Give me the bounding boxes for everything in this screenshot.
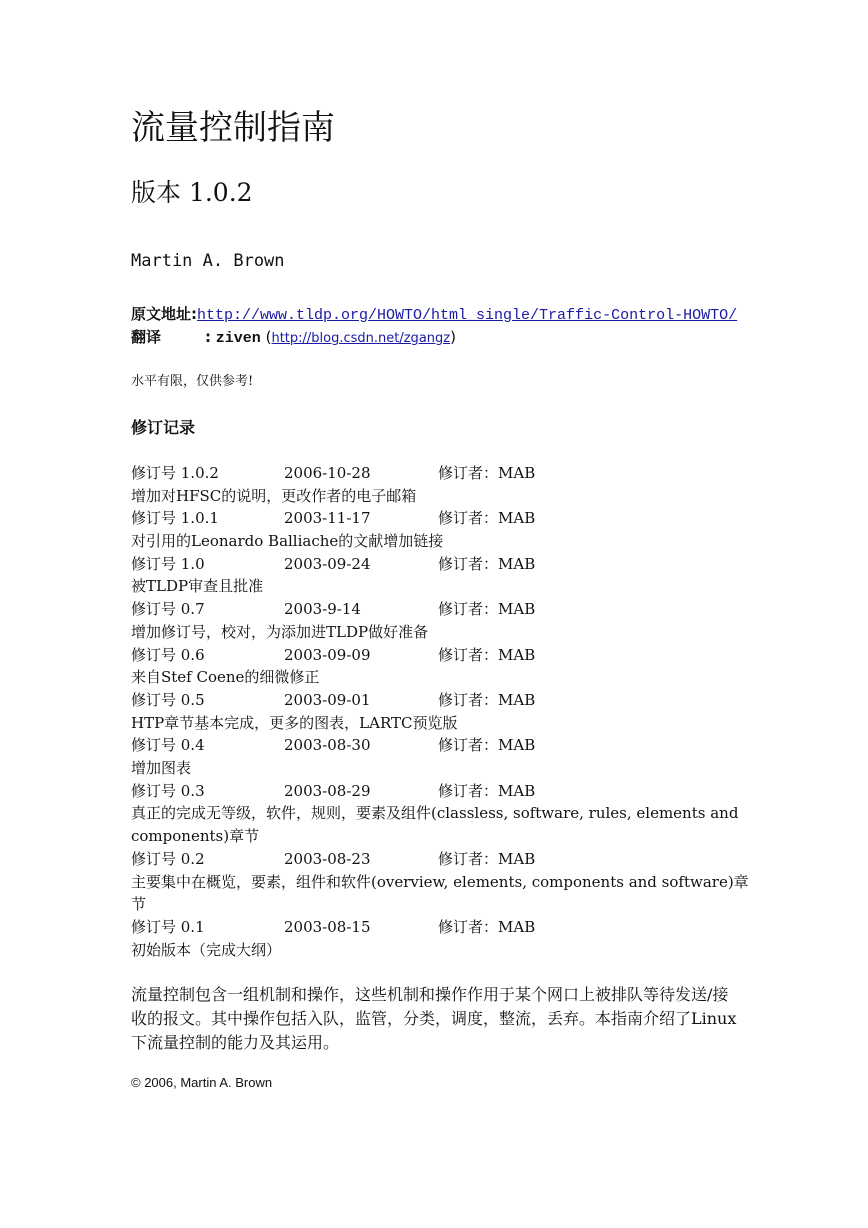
revision-date: 2003-11-17 [284,509,371,528]
revision-description: 主要集中在概览，要素，组件和软件(overview, elements, components and software)章节 [131,872,749,914]
revision-author: 修订者：MAB [438,645,536,664]
translator-line [131,326,456,350]
revision-date: 2003-9-14 [284,600,361,619]
revision-date: 2003-09-24 [284,554,371,573]
revision-description: 初始版本（完成大纲） [131,940,282,959]
revision-number: 修订号 0.7 [131,600,205,619]
revision-number: 修订号 0.3 [131,781,205,800]
translator-paren-close: ) [450,328,456,346]
revision-author: 修订者：MAB [438,781,536,800]
revision-row [131,848,751,871]
revision-row [131,689,751,712]
revision-date: 2003-08-15 [284,917,371,936]
revision-description: 真正的完成无等级，软件，规则，要素及组件(classless, software, rules, elements and components)章节 [131,804,739,846]
revision-row [131,916,751,939]
copyright-notice: © 2006, Martin A. Brown [131,1075,273,1090]
revision-date: 2006-10-28 [284,464,371,482]
revision-date: 2003-08-30 [284,736,371,755]
revision-description: 增加修订号，校对，为添加进TLDP做好准备 [131,622,429,641]
revision-description: 增加对HFSC的说明，更改作者的电子邮箱 [131,486,417,505]
revision-row [131,462,751,485]
document-title: 流量控制指南 [131,108,335,148]
revision-date: 2003-08-29 [284,781,371,800]
document-author: Martin A. Brown [131,251,285,271]
revision-number: 修订号 0.6 [131,645,205,664]
revision-number: 修订号 0.1 [131,917,205,936]
revision-number: 修订号 0.4 [131,736,205,755]
revision-row [131,734,751,757]
revision-row [131,644,751,667]
revision-author: 修订者：MAB [438,509,536,528]
source-line [131,303,737,327]
revision-row [131,598,751,621]
source-link[interactable]: http://www.tldp.org/HOWTO/html_single/Traffic-Control-HOWTO/ [197,307,738,324]
revision-description: 来自Stef Coene的细微修正 [131,668,320,687]
revision-author: 修订者：MAB [438,690,536,709]
revision-number: 修订号 1.0.2 [131,464,219,482]
translator-paren-open: ( [265,328,272,346]
revision-number: 修订号 0.5 [131,690,205,709]
revision-history-list [131,462,751,961]
translator-separator: : [205,328,212,346]
revision-date: 2003-08-23 [284,849,371,868]
revision-author: 修订者：MAB [438,600,536,619]
revision-description: 增加图表 [131,759,192,778]
revision-author: 修订者：MAB [438,464,536,482]
translator-name: ziven [215,330,261,347]
revision-author: 修订者：MAB [438,849,536,868]
source-label: 原文地址: [131,305,197,323]
document-version: 版本 1.0.2 [131,178,253,207]
revision-description: HTP章节基本完成，更多的图表，LARTC预览版 [131,713,458,732]
disclaimer-note: 水平有限，仅供参考! [131,374,254,389]
revision-description: 对引用的Leonardo Balliache的文献增加链接 [131,532,444,551]
revision-number: 修订号 1.0 [131,554,205,573]
revision-author: 修订者：MAB [438,554,536,573]
revision-number: 修订号 1.0.1 [131,509,219,528]
intro-paragraph: 流量控制包含一组机制和操作，这些机制和操作作用于某个网口上被排队等待发送/接收的报文。其中操作包括入队，监管，分类，调度，整流，丢弃。本指南介绍了Linux下流量控制的能力及其运用。 [131,985,737,1052]
revision-author: 修订者：MAB [438,736,536,755]
revision-row [131,780,751,803]
revision-history-heading: 修订记录 [131,418,196,437]
translator-link[interactable]: http://blog.csdn.net/zgangz [271,331,451,346]
revision-author: 修订者：MAB [438,917,536,936]
revision-number: 修订号 0.2 [131,849,205,868]
revision-row [131,553,751,576]
revision-row [131,507,751,530]
revision-description: 被TLDP审查且批准 [131,577,264,596]
revision-date: 2003-09-01 [284,690,371,709]
translator-label: 翻译 [131,328,162,346]
revision-date: 2003-09-09 [284,645,371,664]
